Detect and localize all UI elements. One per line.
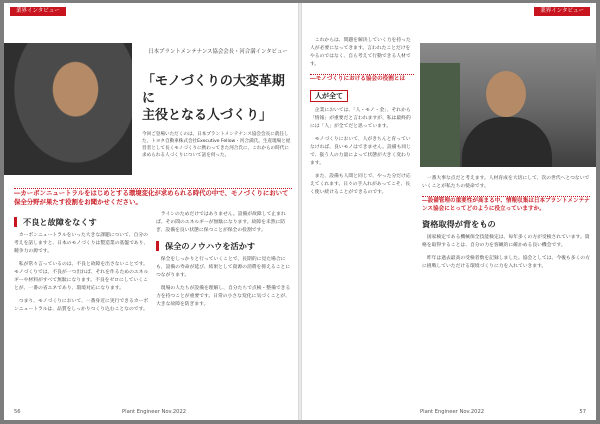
suit-shape <box>462 117 552 167</box>
page-number-left: 56 <box>14 409 21 415</box>
paragraph: 昨年は過去最高の受検者数を記録しました。協会としては、今後も多くの方に挑戦していただける環境づくりに力を入れていきます。 <box>422 256 590 269</box>
section-tab-left: 業界インタビュー <box>10 7 66 16</box>
interview-photo <box>420 43 596 167</box>
interview-org-line: 日本プラントメンテナンス協会会長・河合満インタビュー <box>148 49 288 55</box>
section-tab-right: 業界インタビュー <box>534 7 590 16</box>
heading-shikaku: 資格取得が背をもの <box>422 219 496 229</box>
face-shape <box>486 71 526 117</box>
paragraph: カーボンニュートラルをいった大きな課題について、自分の考えを話しますと、日本のモノづくりは製造業の基盤であり、競争力の源です。 <box>14 233 149 254</box>
page-number-right: 57 <box>579 409 586 415</box>
left-page <box>4 3 298 420</box>
right-column-1 <box>310 37 414 397</box>
lead-text: 今回ご登場いただくのは、日本プラントメンテナンス協会会長に就任した、トヨタ自動車株式会社Executive Fellow・河合満氏。生産現場と経営者として長くモノづくりに携わってきた河合氏に、これからの時代に求められる人づくりについて話を伺った。 <box>142 132 291 158</box>
paragraph: モノづくりにおいて、人がきちんと育っていなければ、良いモノはできません。設備も同じで、扱う人の力量によって状態が大きく変わります。 <box>310 137 411 166</box>
heading-hozen: 保全のノウハウを活かす <box>156 241 292 251</box>
heading-furyo: 不良と故障をなくす <box>14 217 150 227</box>
paragraph: つまり、モノづくりにおいて、一番身近に実行できるカーボンニュートラルは、品質をしっかりつくり込むことなのです。 <box>14 299 149 312</box>
magazine-name-left: Plant Engineer Nov.2022 <box>122 409 187 415</box>
interviewee-photo <box>4 43 134 175</box>
paragraph: また、設備も人間と同じで、やった分だけ応えてくれます。日々の手入れがあってこそ、長く使い続けることができるのです。 <box>310 174 411 195</box>
plant-shape <box>420 63 460 167</box>
right-column-2 <box>422 175 590 397</box>
title-line-2: 主役となる人づくり」 <box>142 108 273 123</box>
paragraph: 私が常々言っているのは、不良と故障を出さないことです。モノづくりでは、不良が一つ出れば、それを作るためのエネルギーや材料がすべて無駄になります。不良をゼロにしていくことが、一番の省エネであり、環境対応になります。 <box>14 262 149 291</box>
side-subtitle: ―モノづくりにおける協会の役割とは <box>310 74 414 83</box>
article-title <box>142 73 292 124</box>
right-page <box>302 3 596 420</box>
paragraph: ラインのためだけではありません。設備が故障して止まれば、その間のエネルギーが無駄になります。故障を未然に防ぎ、設備を良い状態に保つことが保全の役割です。 <box>156 212 286 233</box>
paragraph: 企業においては、「人・モノ・金」、それから「情報」が重要だと言われますが、私は最終的には「人」が全てだと思っています。 <box>310 108 411 129</box>
magazine-name-right: Plant Engineer Nov.2022 <box>420 409 485 415</box>
title-line-1: 「モノづくりの大変革期に <box>142 74 285 106</box>
question-subtitle-right: ―設備管理の重要性が高まる中、情報収集は日本プラントメンテナンス協会にとってどのように役立っていますか。 <box>422 198 590 212</box>
left-column-1 <box>14 211 150 391</box>
paragraph: 一番大事な点だと考えます。人材育成を大切にして、次の世代へとつないでいくことが私たちの使命です。 <box>422 176 590 189</box>
heading-hito: 人が全て <box>310 90 348 102</box>
question-subtitle: ―カーボンニュートラルをはじめとする環境変化が求められる時代の中で、モノづくりにおいて保全分野が果たす役割をお聞かせください。 <box>14 188 292 207</box>
paragraph: 保全をしっかりと行っていくことで、長期的に見た場合にも、設備の寿命が延び、結果として資源の消費を抑えることにつながります。 <box>156 257 291 278</box>
paragraph: これからは、問題を解決していく力を持った人が必要になってきます。言われたことだけをやるのではなく、自ら考えて行動できる人材です。 <box>310 38 411 67</box>
paragraph: 国家検定である機械保全技能検定は、毎年多くの方が受検されています。資格を取得することは、自分の力を客観的に確かめる良い機会です。 <box>422 235 590 248</box>
left-column-2 <box>156 211 292 391</box>
paragraph: 現場の人たちが設備を理解し、自分たちで点検・整備できる力を持つことが重要です。日常の小さな変化に気づくことが、大きな故障を防ぎます。 <box>156 286 291 307</box>
